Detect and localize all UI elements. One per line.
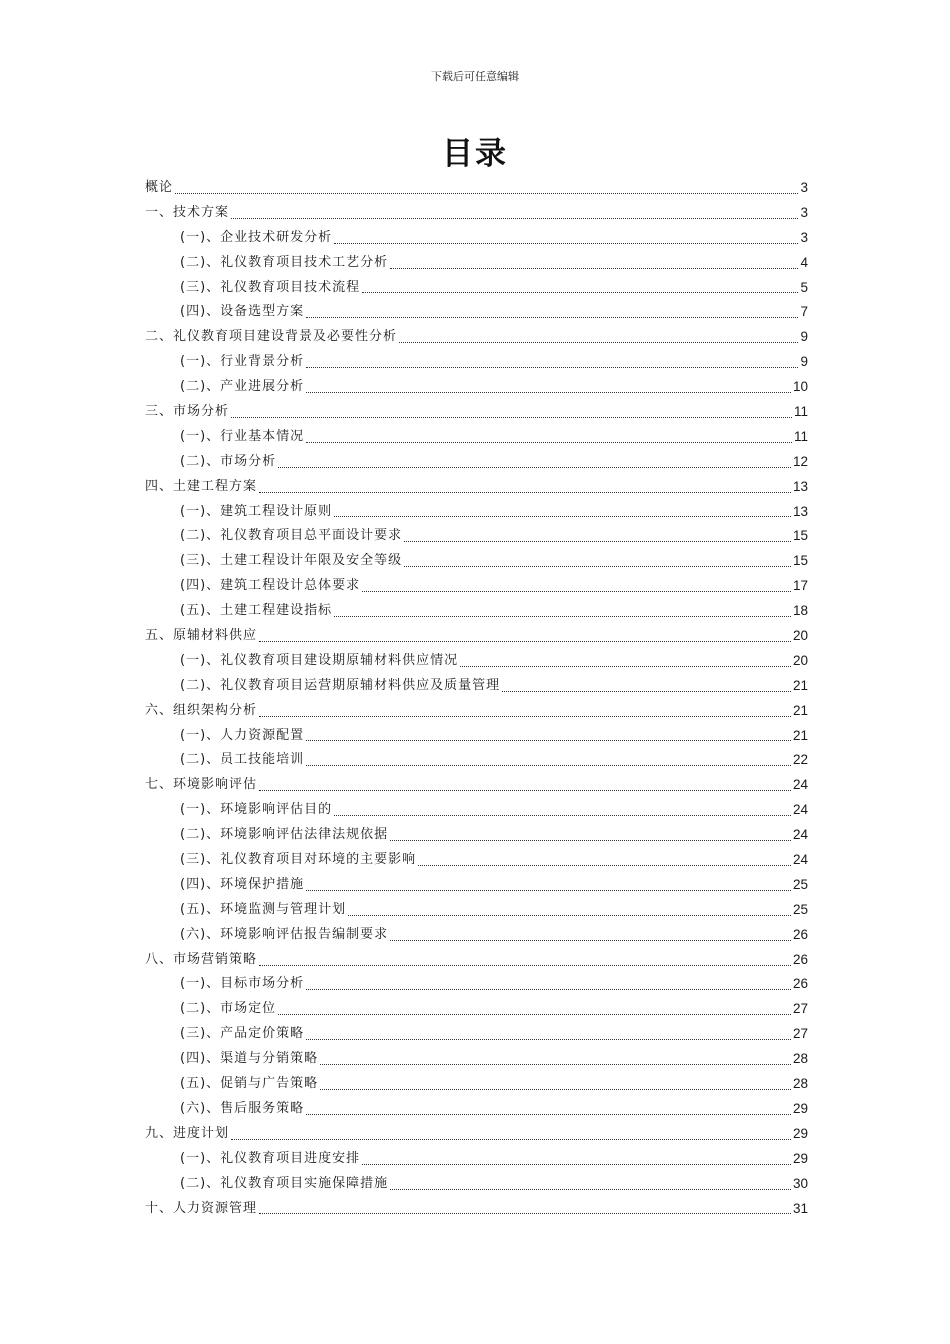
toc-page-number: 26 — [792, 926, 808, 942]
toc-leader-dots — [334, 243, 798, 244]
toc-page-number: 20 — [792, 652, 808, 668]
toc-subentry[interactable] — [145, 300, 808, 325]
toc-leader-dots — [320, 1064, 791, 1065]
toc-page-number: 13 — [792, 503, 808, 519]
toc-entry-title: (一)、人力资源配置 — [180, 727, 305, 743]
toc-leader-dots — [334, 516, 791, 517]
toc-entry-title: (二)、礼仪教育项目运营期原辅材料供应及质量管理 — [180, 677, 501, 693]
toc-leader-dots — [306, 442, 792, 443]
toc-leader-dots — [390, 940, 791, 941]
toc-subentry[interactable] — [145, 599, 808, 624]
toc-leader-dots — [390, 840, 791, 841]
toc-page-number: 26 — [792, 951, 808, 967]
page-header: 下载后可任意编辑 — [431, 70, 519, 83]
toc-page-number: 13 — [792, 478, 808, 494]
toc-leader-dots — [259, 641, 791, 642]
toc-page-number: 15 — [792, 528, 808, 544]
toc-entry-title: (二)、礼仪教育项目技术工艺分析 — [180, 254, 389, 270]
toc-entry[interactable] — [145, 1197, 808, 1222]
toc-page-number: 31 — [792, 1200, 808, 1216]
toc-page-number: 28 — [792, 1076, 808, 1092]
toc-leader-dots — [390, 1189, 791, 1190]
toc-leader-dots — [399, 342, 798, 343]
toc-page-number: 9 — [800, 329, 808, 345]
toc-leader-dots — [404, 541, 791, 542]
toc-entry-title: 八、市场营销策略 — [145, 951, 258, 967]
toc-subentry[interactable] — [145, 674, 808, 699]
toc-leader-dots — [334, 815, 791, 816]
toc-entry-title: 一、技术方案 — [145, 204, 230, 220]
toc-leader-dots — [306, 765, 791, 766]
toc-subentry[interactable] — [145, 500, 808, 525]
toc-page-number: 25 — [792, 901, 808, 917]
toc-subentry[interactable] — [145, 997, 808, 1022]
toc-page-number: 29 — [792, 1150, 808, 1166]
page-title: 目录 — [442, 136, 508, 172]
toc-subentry[interactable] — [145, 549, 808, 574]
toc-subentry[interactable] — [145, 898, 808, 923]
toc-entry-title: (二)、礼仪教育项目实施保障措施 — [180, 1175, 389, 1191]
toc-leader-dots — [306, 317, 798, 318]
toc-page-number: 4 — [800, 254, 808, 270]
toc-page-number: 5 — [800, 279, 808, 295]
toc-leader-dots — [175, 193, 798, 194]
toc-page-number: 29 — [792, 1100, 808, 1116]
toc-entry-title: 三、市场分析 — [145, 404, 230, 419]
toc-entry-title: (一)、建筑工程设计原则 — [180, 503, 333, 519]
toc-leader-dots — [320, 1089, 791, 1090]
toc-leader-dots — [306, 890, 791, 891]
toc-page-number: 17 — [792, 578, 808, 594]
toc-entry-title: (一)、礼仪教育项目进度安排 — [180, 1150, 361, 1166]
toc-subentry[interactable] — [145, 823, 808, 848]
toc-page-number: 11 — [793, 428, 808, 444]
toc-leader-dots — [390, 268, 798, 269]
toc-entry-title: (二)、礼仪教育项目总平面设计要求 — [180, 528, 403, 544]
toc-leader-dots — [306, 1039, 791, 1040]
toc-entry-title: (二)、员工技能培训 — [180, 752, 305, 768]
toc-leader-dots — [259, 1213, 791, 1214]
toc-page-number: 12 — [792, 453, 808, 469]
toc-subentry[interactable] — [145, 1097, 808, 1122]
toc-leader-dots — [278, 467, 791, 468]
toc-page-number: 24 — [792, 802, 808, 818]
toc-leader-dots — [306, 1114, 791, 1115]
toc-entry-title: (四)、建筑工程设计总体要求 — [180, 578, 361, 594]
toc-subentry[interactable] — [145, 848, 808, 873]
toc-entry[interactable] — [145, 400, 808, 425]
toc-entry[interactable] — [145, 325, 808, 350]
toc-entry-title: 概论 — [145, 179, 174, 195]
toc-entry[interactable] — [145, 624, 808, 649]
toc-entry-title: 二、礼仪教育项目建设背景及必要性分析 — [145, 329, 398, 345]
toc-entry-title: (一)、企业技术研发分析 — [180, 229, 333, 245]
toc-entry-title: (二)、市场分析 — [180, 453, 277, 469]
toc-entry-title: (二)、市场定位 — [180, 1001, 277, 1017]
toc-page-number: 24 — [792, 777, 808, 793]
toc-entry-title: (三)、礼仪教育项目对环境的主要影响 — [180, 852, 417, 868]
toc-subentry[interactable] — [145, 748, 808, 773]
toc-page-number: 21 — [792, 702, 808, 718]
toc-page-number: 22 — [792, 752, 808, 768]
toc-leader-dots — [231, 1139, 791, 1140]
toc-page-number: 26 — [792, 976, 808, 992]
toc-entry-title: (二)、环境影响评估法律法规依据 — [180, 827, 389, 843]
toc-entry-title: (一)、礼仪教育项目建设期原辅材料供应情况 — [180, 652, 459, 668]
toc-entry-title: (四)、环境保护措施 — [180, 876, 305, 892]
toc-subentry[interactable] — [145, 350, 808, 375]
toc-entry-title: (五)、促销与广告策略 — [180, 1076, 319, 1092]
toc-subentry[interactable] — [145, 1072, 808, 1097]
toc-leader-dots — [231, 218, 798, 219]
toc-leader-dots — [278, 1014, 791, 1015]
toc-leader-dots — [259, 965, 791, 966]
toc-page-number: 24 — [792, 852, 808, 868]
toc-entry-title: (三)、土建工程设计年限及安全等级 — [180, 553, 403, 569]
toc-entry-title: 六、组织架构分析 — [145, 702, 258, 718]
toc-page-number: 21 — [792, 677, 808, 693]
toc-entry-title: (五)、环境监测与管理计划 — [180, 901, 347, 917]
toc-leader-dots — [259, 716, 791, 717]
toc-entry-title: (六)、售后服务策略 — [180, 1100, 305, 1116]
toc-page-number: 29 — [792, 1125, 808, 1141]
toc-entry-title: 七、环境影响评估 — [145, 777, 258, 793]
toc-subentry[interactable] — [145, 226, 808, 251]
toc-entry-title: (四)、渠道与分销策略 — [180, 1051, 319, 1067]
toc-page-number: 18 — [792, 603, 808, 619]
toc-page-number: 7 — [800, 304, 808, 320]
toc-entry[interactable] — [145, 699, 808, 724]
toc-leader-dots — [418, 865, 791, 866]
toc-subentry[interactable] — [145, 524, 808, 549]
toc-entry-title: 五、原辅材料供应 — [145, 628, 258, 644]
toc-page-number: 21 — [792, 727, 808, 743]
toc-entry-title: (六)、环境影响评估报告编制要求 — [180, 926, 389, 942]
toc-subentry[interactable] — [145, 649, 808, 674]
toc-leader-dots — [306, 367, 798, 368]
toc-subentry[interactable] — [145, 973, 808, 998]
toc-subentry[interactable] — [145, 574, 808, 599]
toc-subentry[interactable] — [145, 276, 808, 301]
toc-leader-dots — [306, 392, 791, 393]
toc-page-number: 20 — [792, 628, 808, 644]
toc-page-number: 3 — [800, 204, 808, 220]
toc-page-number: 24 — [792, 827, 808, 843]
toc-leader-dots — [306, 989, 791, 990]
toc-page-number: 10 — [792, 379, 808, 395]
toc-subentry[interactable] — [145, 251, 808, 276]
toc-leader-dots — [334, 616, 791, 617]
toc-subentry[interactable] — [145, 375, 808, 400]
toc-entry[interactable] — [145, 948, 808, 973]
toc-entry[interactable] — [145, 475, 808, 500]
toc-subentry[interactable] — [145, 873, 808, 898]
table-of-contents — [145, 176, 808, 1221]
toc-page-number: 28 — [792, 1051, 808, 1067]
toc-page-number: 3 — [800, 229, 808, 245]
toc-subentry[interactable] — [145, 923, 808, 948]
toc-leader-dots — [362, 591, 791, 592]
toc-leader-dots — [362, 1164, 791, 1165]
toc-entry-title: 十、人力资源管理 — [145, 1200, 258, 1216]
toc-page-number: 3 — [800, 179, 808, 195]
toc-page-number: 11 — [793, 404, 808, 419]
toc-entry-title: (一)、行业背景分析 — [180, 354, 305, 370]
toc-page-number: 27 — [792, 1026, 808, 1042]
toc-entry-title: (三)、产品定价策略 — [180, 1026, 305, 1042]
toc-entry[interactable] — [145, 773, 808, 798]
toc-subentry[interactable] — [145, 450, 808, 475]
toc-entry-title: (四)、设备选型方案 — [180, 304, 305, 320]
toc-entry-title: 九、进度计划 — [145, 1125, 230, 1141]
toc-leader-dots — [259, 790, 791, 791]
toc-entry-title: 四、土建工程方案 — [145, 478, 258, 494]
toc-page-number: 9 — [800, 354, 808, 370]
toc-entry-title: (三)、礼仪教育项目技术流程 — [180, 279, 361, 295]
toc-subentry[interactable] — [145, 1147, 808, 1172]
toc-entry[interactable] — [145, 1122, 808, 1147]
toc-entry-title: (五)、土建工程建设指标 — [180, 603, 333, 619]
toc-subentry[interactable] — [145, 1172, 808, 1197]
toc-subentry[interactable] — [145, 1047, 808, 1072]
toc-subentry[interactable] — [145, 724, 808, 749]
toc-leader-dots — [306, 740, 791, 741]
toc-page-number: 30 — [792, 1175, 808, 1191]
toc-entry-title: (一)、目标市场分析 — [180, 976, 305, 992]
toc-leader-dots — [502, 691, 791, 692]
toc-leader-dots — [348, 915, 791, 916]
toc-entry-title: (一)、行业基本情况 — [180, 428, 305, 444]
toc-page-number: 25 — [792, 876, 808, 892]
toc-leader-dots — [404, 566, 791, 567]
toc-subentry[interactable] — [145, 798, 808, 823]
toc-subentry[interactable] — [145, 425, 808, 450]
toc-subentry[interactable] — [145, 1022, 808, 1047]
toc-leader-dots — [259, 492, 791, 493]
toc-entry-title: (一)、环境影响评估目的 — [180, 802, 333, 818]
toc-leader-dots — [460, 666, 791, 667]
toc-leader-dots — [231, 417, 792, 418]
toc-entry[interactable] — [145, 176, 808, 201]
toc-entry[interactable] — [145, 201, 808, 226]
toc-page-number: 15 — [792, 553, 808, 569]
toc-entry-title: (二)、产业进展分析 — [180, 379, 305, 395]
toc-leader-dots — [362, 292, 798, 293]
toc-page-number: 27 — [792, 1001, 808, 1017]
